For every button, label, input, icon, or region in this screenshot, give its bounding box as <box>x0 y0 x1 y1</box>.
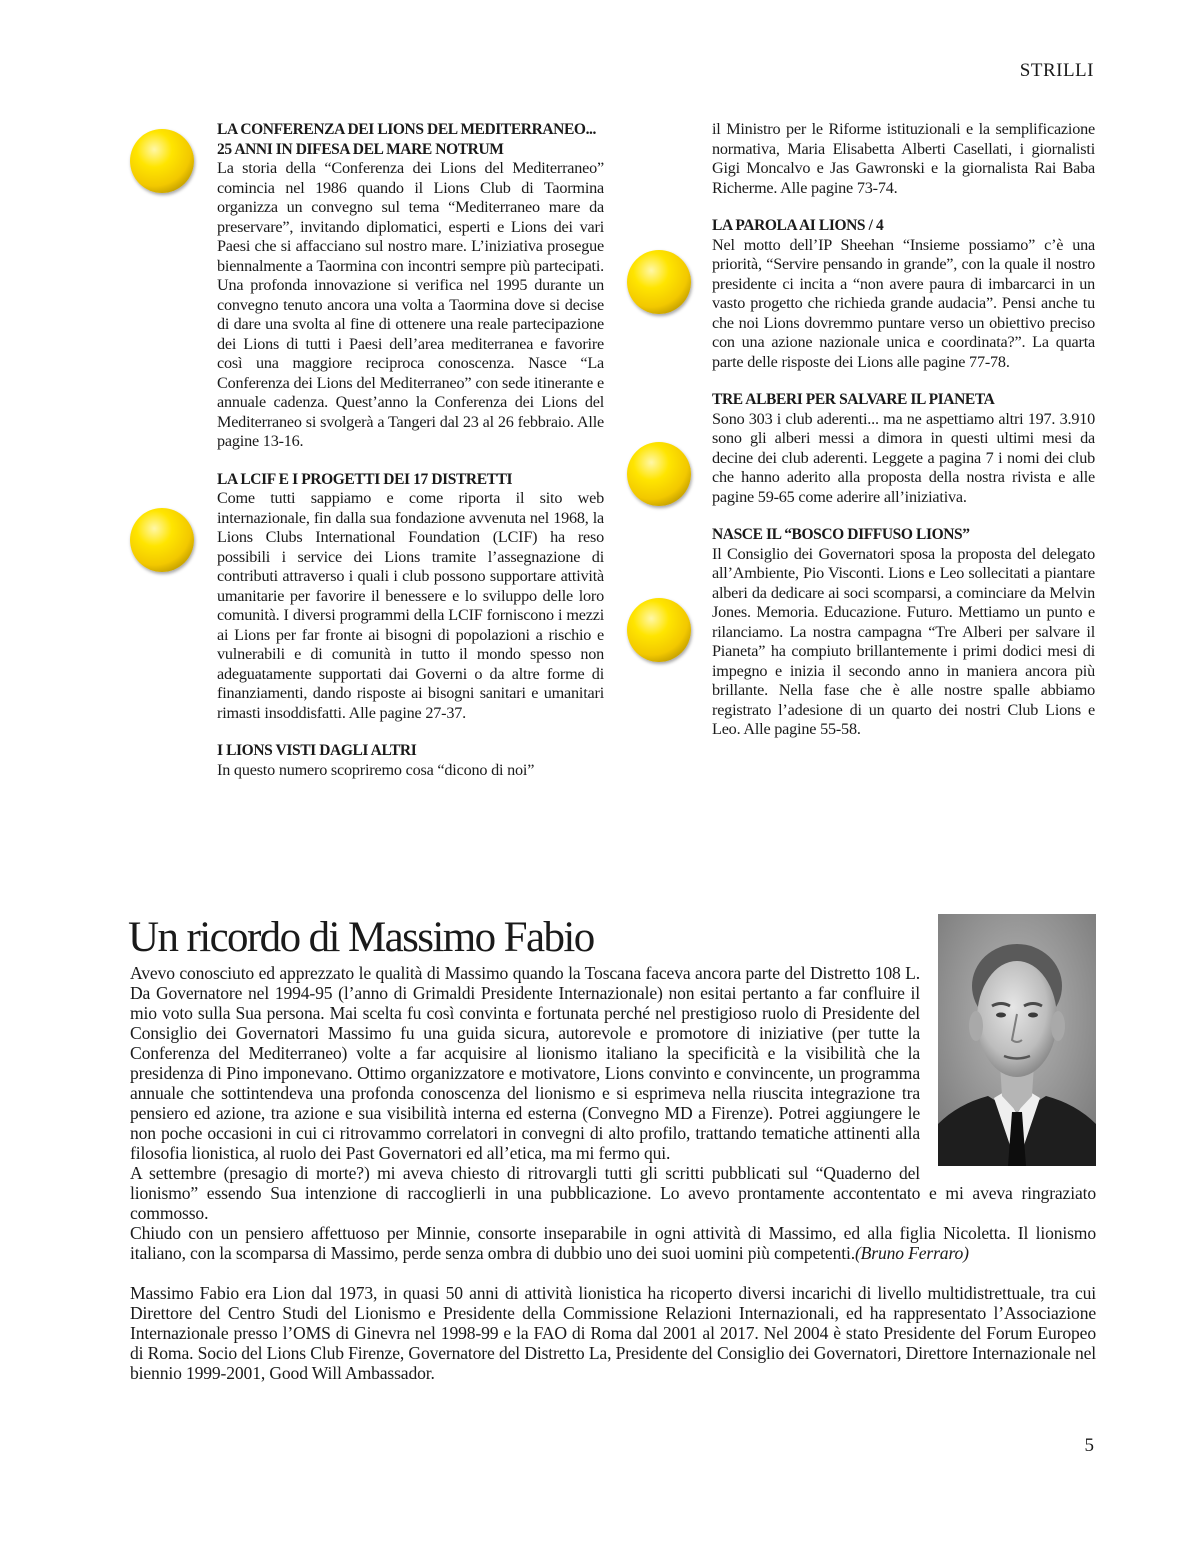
article-lions-visti <box>217 741 604 780</box>
section-label: STRILLI <box>1019 60 1094 81</box>
article-continuation <box>712 120 1095 198</box>
yellow-bullet-icon <box>130 129 194 193</box>
article-title: LA LCIF E I PROGETTI DEI 17 DISTRETTI <box>217 470 513 488</box>
portrait-photo <box>938 914 1096 1166</box>
memorial-paragraph: Massimo Fabio era Lion dal 1973, in quasi 50 anni di attività lionistica ha ricoperto diversi incarichi di livello multidistrettuale, tra cui Direttore del Centro Studi del Lionismo e Presidente della Commissione Relazioni Internazionali, ed ha rappresentato l’Associazione Internazionale presso l’OMS di Ginevra nel 1998-99 e la FAO di Roma dal 2001 al 2017. Nel 2004 è stato Presidente del Forum Europeo di Roma. Socio del Lions Club Firenze, Governatore del Distretto La, Presidente del Consiglio dei Governatori, Direttore Internazionale nel biennio 1999-2001, Good Will Ambassador. <box>130 1283 1096 1383</box>
page-number: 5 <box>1084 1435 1094 1456</box>
article-title: TRE ALBERI PER SALVARE IL PIANETA <box>712 391 995 408</box>
yellow-bullet-icon <box>130 508 194 572</box>
left-column <box>217 120 604 798</box>
article-lcif <box>217 470 604 724</box>
signature: (Bruno Ferraro) <box>854 1243 969 1263</box>
memorial-paragraph-text: Chiudo con un pensiero affettuoso per Minnie, consorte inseparabile in ogni attività di Massimo, ed alla figlia Nicoletta. Il lionismo italiano, con la scomparsa di Massimo, perde senza ombra di dubbio uno dei suoi uomini più competenti. <box>130 1223 1096 1263</box>
memorial-title: Un ricordo di Massimo Fabio <box>128 914 594 961</box>
memorial-paragraph: A settembre (presagio di morte?) mi aveva chiesto di ritrovargli tutti gli scritti pubblicati sul “Quaderno del lionismo” essendo Sua intenzione di raccoglierli in una pubblicazione. Lo avevo prontamente accontentato e mi aveva ringraziato commosso. <box>130 1163 1096 1223</box>
article-title: LA PAROLA AI LIONS / 4 <box>712 217 884 234</box>
article-parola-ai-lions <box>712 216 1095 372</box>
article-conferenza <box>217 120 604 452</box>
article-body: Nel motto dell’IP Sheehan “Insieme possiamo” c’è una priorità, “Servire pensando in grande”, con la quale il nostro presidente ci incita a “non avere paura di imbarcarci in un vasto progetto che richieda grande audacia”. Pensi anche tu che noi Lions dovremmo puntare verso un obiettivo preciso con una azione nazionale unica e coordinata?”. La quarta parte delle risposte dei Lions alle pagine 77-78. <box>712 235 1095 371</box>
article-body: In questo numero scopriremo cosa “dicono di noi” <box>217 760 535 779</box>
yellow-bullet-icon <box>627 598 691 662</box>
article-tre-alberi <box>712 390 1095 507</box>
article-body: Sono 303 i club aderenti... ma ne aspettiamo altri 197. 3.910 sono gli alberi messi a dimora in questi ultimi mesi da decine dei club aderenti. Leggete a pagina 7 i nomi dei club che hanno aderito alla proposta della nostra rivista e alle pagine 59-65 come aderire all’iniziativa. <box>712 409 1095 506</box>
yellow-bullet-icon <box>627 442 691 506</box>
memorial-paragraph: Avevo conosciuto ed apprezzato le qualità di Massimo quando la Toscana faceva ancora parte del Distretto 108 L. Da Governatore nel 1994-95 (l’anno di Grimaldi Presidente Internazionale) non esitai pertanto a far confluire il mio voto sulla Sua persona. Mai scelta fu così convinta e fortunata perché nel prestigioso ruolo di Presidente del Consiglio dei Governatori Massimo fu una guida sicura, autorevole e promotore di iniziative (per tutte la Conferenza del Mediterraneo) volte a far acquisire al lionismo italiano la specificità e la visibilità che la presidenza di Pino imponevano. Ottimo organizzatore e motivatore, Lions convinto e convincente, un programma annuale che sottintendeva una profonda conoscenza del lionismo e si esprimeva nella riuscita integrazione tra pensiero ed azione, tra azione e sua visibilità interna ed esterna (Convegno MD a Firenze). Potrei aggiungere le non poche occasioni in cui ci ritrovammo correlatori in convegni di alto profilo, trattando tematiche attinenti alla filosofia lionistica, al ruolo dei Past Governatori ed all’etica, ma mi fermo qui. <box>130 963 920 1163</box>
article-body: il Ministro per le Riforme istituzionali e la semplificazione normativa, Maria Elisabetta Alberti Casellati, i giornalisti Gigi Moncalvo e Jas Gawronski e la giornalista Rai Baba Richerme. Alle pagine 73-74. <box>712 120 1095 197</box>
article-title: NASCE IL “BOSCO DIFFUSO LIONS” <box>712 526 970 543</box>
memorial-paragraph <box>130 1223 1096 1263</box>
article-body: Come tutti sappiamo e come riporta il sito web internazionale, fin dalla sua fondazione avvenuta nel 1968, la Lions Clubs International Foundation (LCIF) ha reso possibili i service dei Lions tramite l’assegnazione di contributi attraverso i quali i club possono supportare attività umanitarie per favorire il benessere e lo sviluppo delle loro comunità. I diversi programmi della LCIF forniscono i mezzi ai Lions per far fronte ai bisogni di popolazioni a rischio e vulnerabili e di comunità in tutto il mondo spesso non adeguatamente supportati dai Governi o da altre forme di finanziamenti, dando risposte ai bisogni sanitari e umanitari rimasti insoddisfatti. Alle pagine 27-37. <box>217 489 604 722</box>
article-title: I LIONS VISTI DAGLI ALTRI <box>217 742 417 759</box>
article-bosco-diffuso <box>712 525 1095 740</box>
yellow-bullet-icon <box>627 250 691 314</box>
right-column <box>712 120 1095 758</box>
article-title: LA CONFERENZA DEI LIONS DEL MEDITERRANEO... 25 ANNI IN DIFESA DEL MARE NOTRUM <box>217 121 596 158</box>
article-body: Il Consiglio dei Governatori sposa la proposta del delegato all’Ambiente, Pio Visconti. Lions e Leo sollecitati a piantare alberi da dedicare ai soci scomparsi, a cominciare da Melvin Jones. Memoria. Educazione. Futuro. Mettiamo un punto e rilanciamo. La nostra campagna “Tre Alberi per salvare il Pianeta” ha compiuto brillantemente i primi dodici mesi di impegno e inizia il secondo anno in maniera ancora più brillante. Nella fase che è alle nostre spalle abbiamo registrato l’adesione di un quarto dei nostri Club Lions e Leo. Alle pagine 55-58. <box>712 544 1095 738</box>
article-body: La storia della “Conferenza dei Lions del Mediterraneo” comincia nel 1986 quando il Lions Club di Taormina organizza un convegno sul tema “Mediterraneo mare da preservare”, invitando diplomatici, esperti e Lions dei vari Paesi che si affacciano sul nostro mare. L’iniziativa prosegue biennalmente a Taormina con incontri sempre più partecipati. Una profonda innovazione si verifica nel 1995 durante un convegno tenuto ancora una volta a Taormina dove si decise di dare una svolta al fine di ottenere una reale partecipazione dei Lions di tutti i Paesi dell’area mediterranea e favorire così una maggiore reciproca conoscenza. Nasce “La Conferenza dei Lions del Mediterraneo” con sede itinerante e annuale cadenza. Quest’anno la Conferenza dei Lions del Mediterraneo si svolgerà a Tangeri dal 23 al 26 febbraio. Alle pagine 13-16. <box>217 159 604 450</box>
memorial-text <box>130 963 1096 1383</box>
